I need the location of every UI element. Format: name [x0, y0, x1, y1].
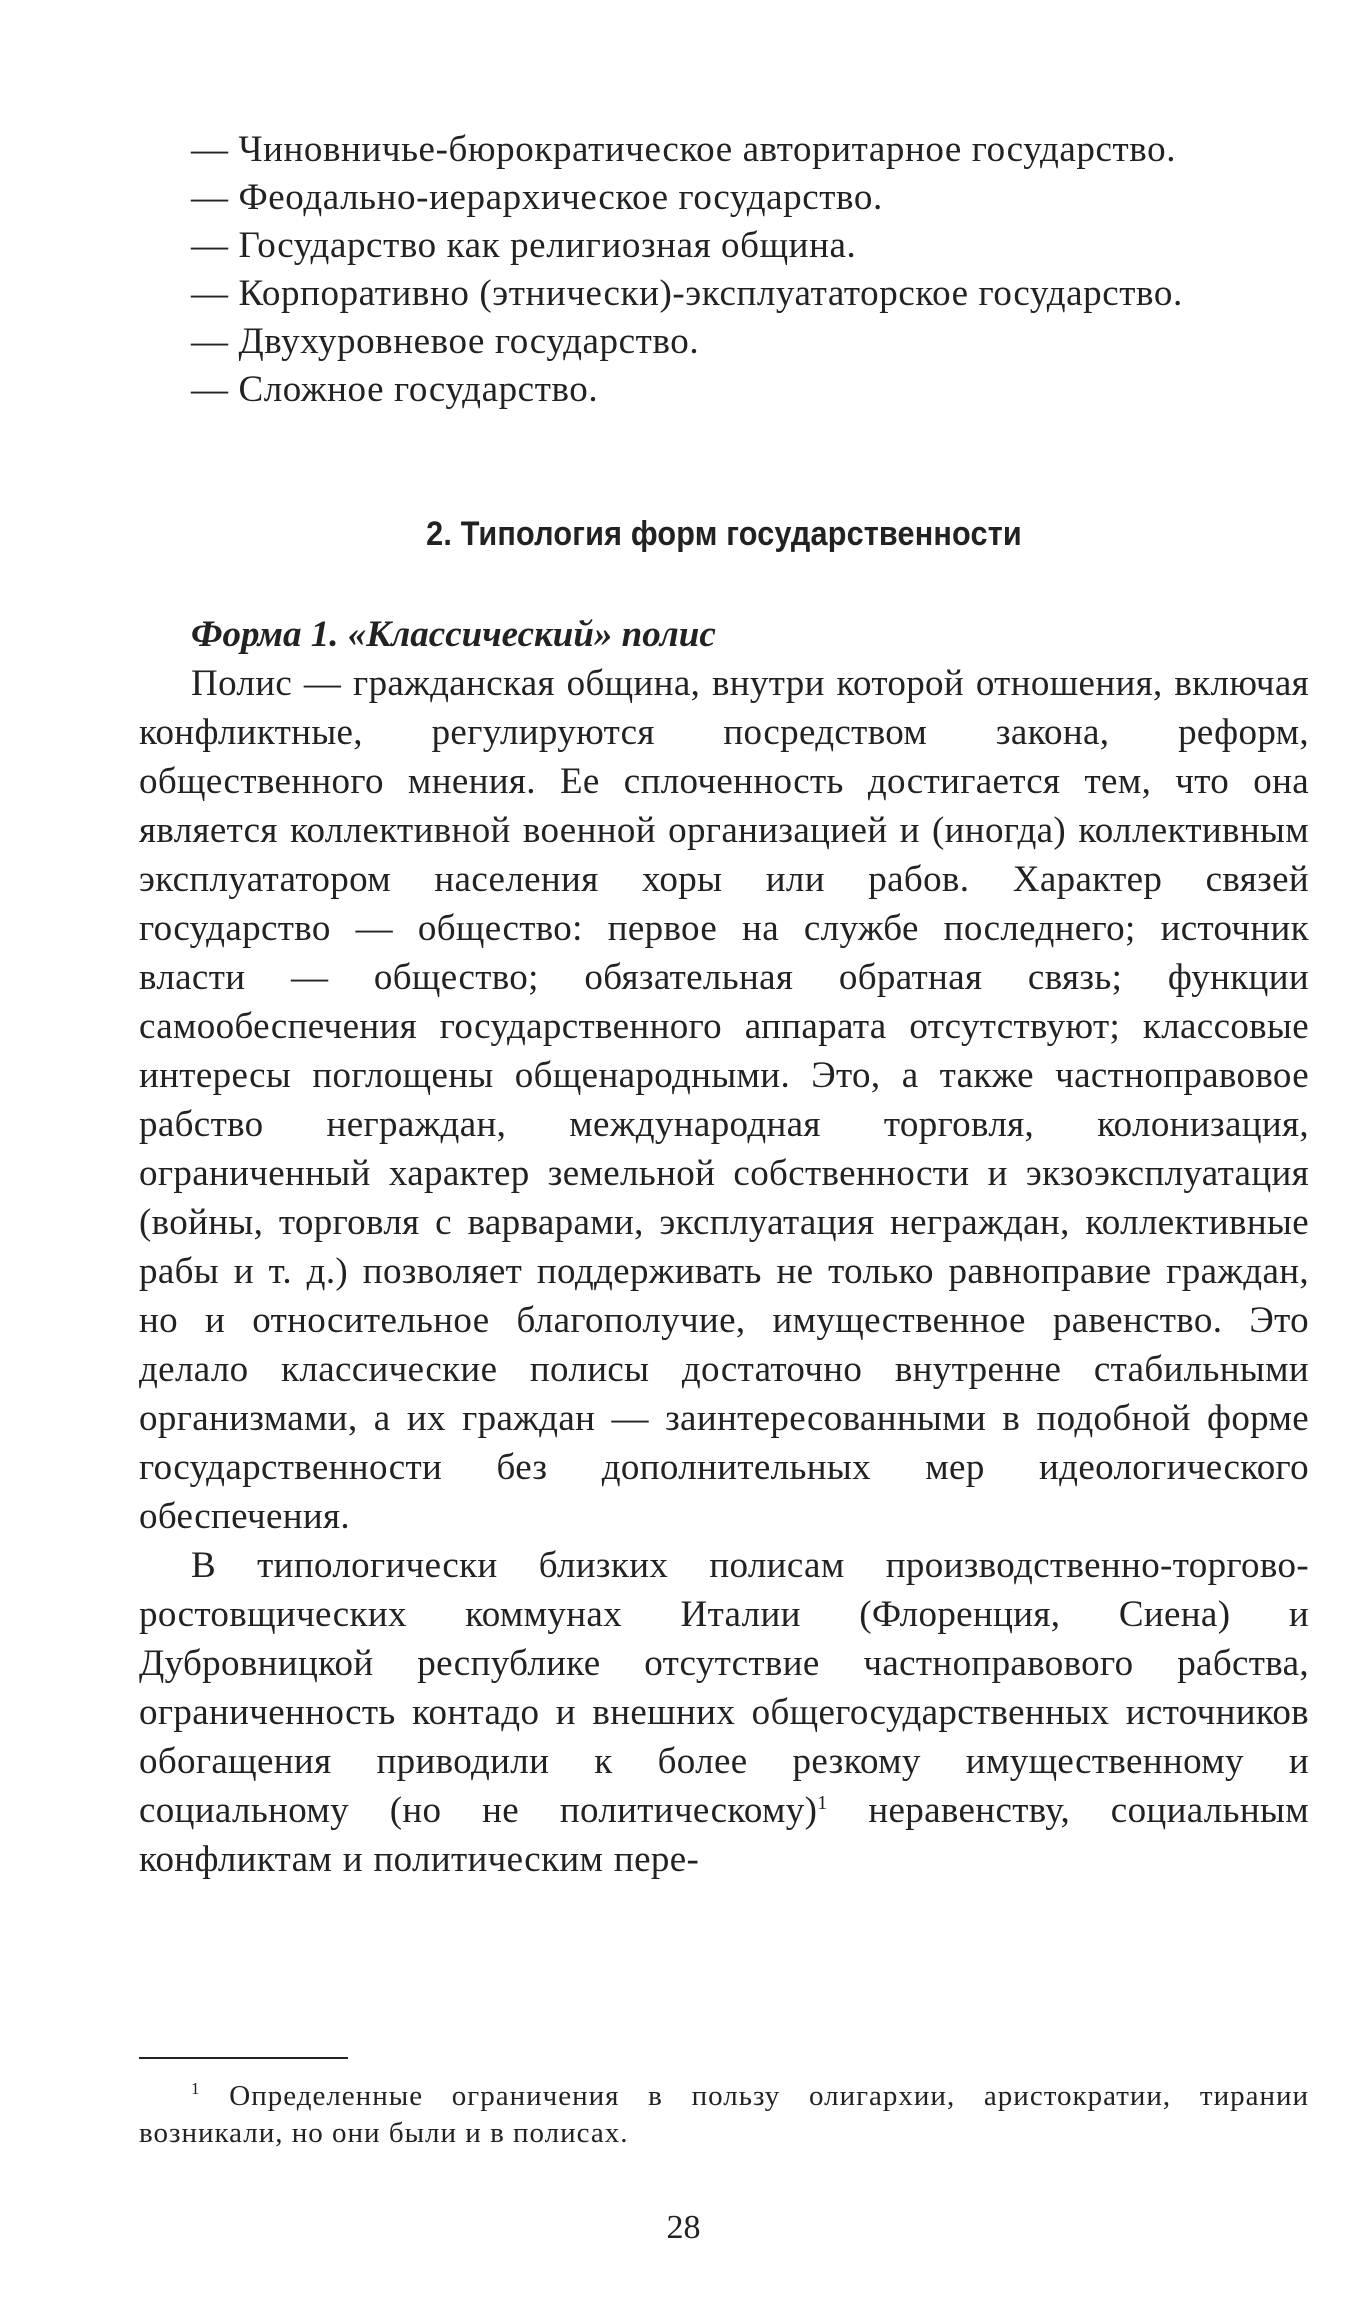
footnote-marker: 1 [191, 2079, 201, 2098]
list-item: — Сложное государство. [191, 369, 599, 410]
paragraph: Полис — гражданская община, внутри которой отношения, включая конфликтные, регулируются посредством закона, реформ, общественного мнения. Ее сплоченность достигается тем, что она является коллективной военной организацией и (иногда) коллективным эксплуататором населения хоры или рабов. Характер связей государство — общество: первое на службе последнего; источник власти — общество; обязательная обратная связь; функции самообеспечения государственного аппарата отсутствуют; классовые интересы поглощены общенародными. Это, а также частноправовое рабство неграждан, международная торговля, колонизация, ограниченный характер земельной собственности и экзоэксплуатация (войны, торговля с варварами, эксплуатация неграждан, коллективные рабы и т. д.) позволяет поддерживать не только равноправие граждан, но и относительное благополучие, имущественное равенство. Это делало классические полисы достаточно внутренне стабильными организмами, а их граждан — заинтересованными в подобной форме государственности без дополнительных мер идеологического обеспечения. [139, 663, 1309, 1537]
footnote-text: Определенные ограничения в пользу олигархии, аристократии, тирании возникали, но они были и в полисах. [139, 2080, 1310, 2149]
form-title: Форма 1. «Классический» полис [191, 614, 716, 655]
list-item: — Чиновничье-бюрократическое авторитарное государство. [191, 129, 1177, 170]
footnote-divider [139, 2057, 348, 2059]
page-number: 28 [666, 2209, 701, 2246]
footnote [139, 2078, 1309, 2152]
paragraph-text: В типологически близких полисам производственно-торгово-ростовщических коммунах Италии (Флоренция, Сиена) и Дубровницкой республике отсутствие частноправового рабства, ограниченность контадо и внешних общегосударственных источников обогащения приводили к более резкому имущественному и социальному (но не политическому) [139, 1545, 1309, 1831]
list-item: — Двухуровневое государство. [191, 321, 700, 362]
list-item: — Корпоративно (этнически)-эксплуататорское государство. [191, 273, 1183, 314]
main-text [139, 126, 1309, 1884]
footnote-reference[interactable]: 1 [817, 1792, 828, 1814]
paragraph [139, 1541, 1309, 1884]
list-item: — Феодально-иерархическое государство. [191, 177, 883, 218]
list-item: — Государство как религиозная община. [191, 225, 857, 266]
paragraph-text: неравенству, социальным конфликтам и политическим пере- [139, 1790, 1309, 1880]
state-types-list [139, 126, 1309, 414]
section-heading: 2. Типология форм государственности [426, 515, 1022, 553]
